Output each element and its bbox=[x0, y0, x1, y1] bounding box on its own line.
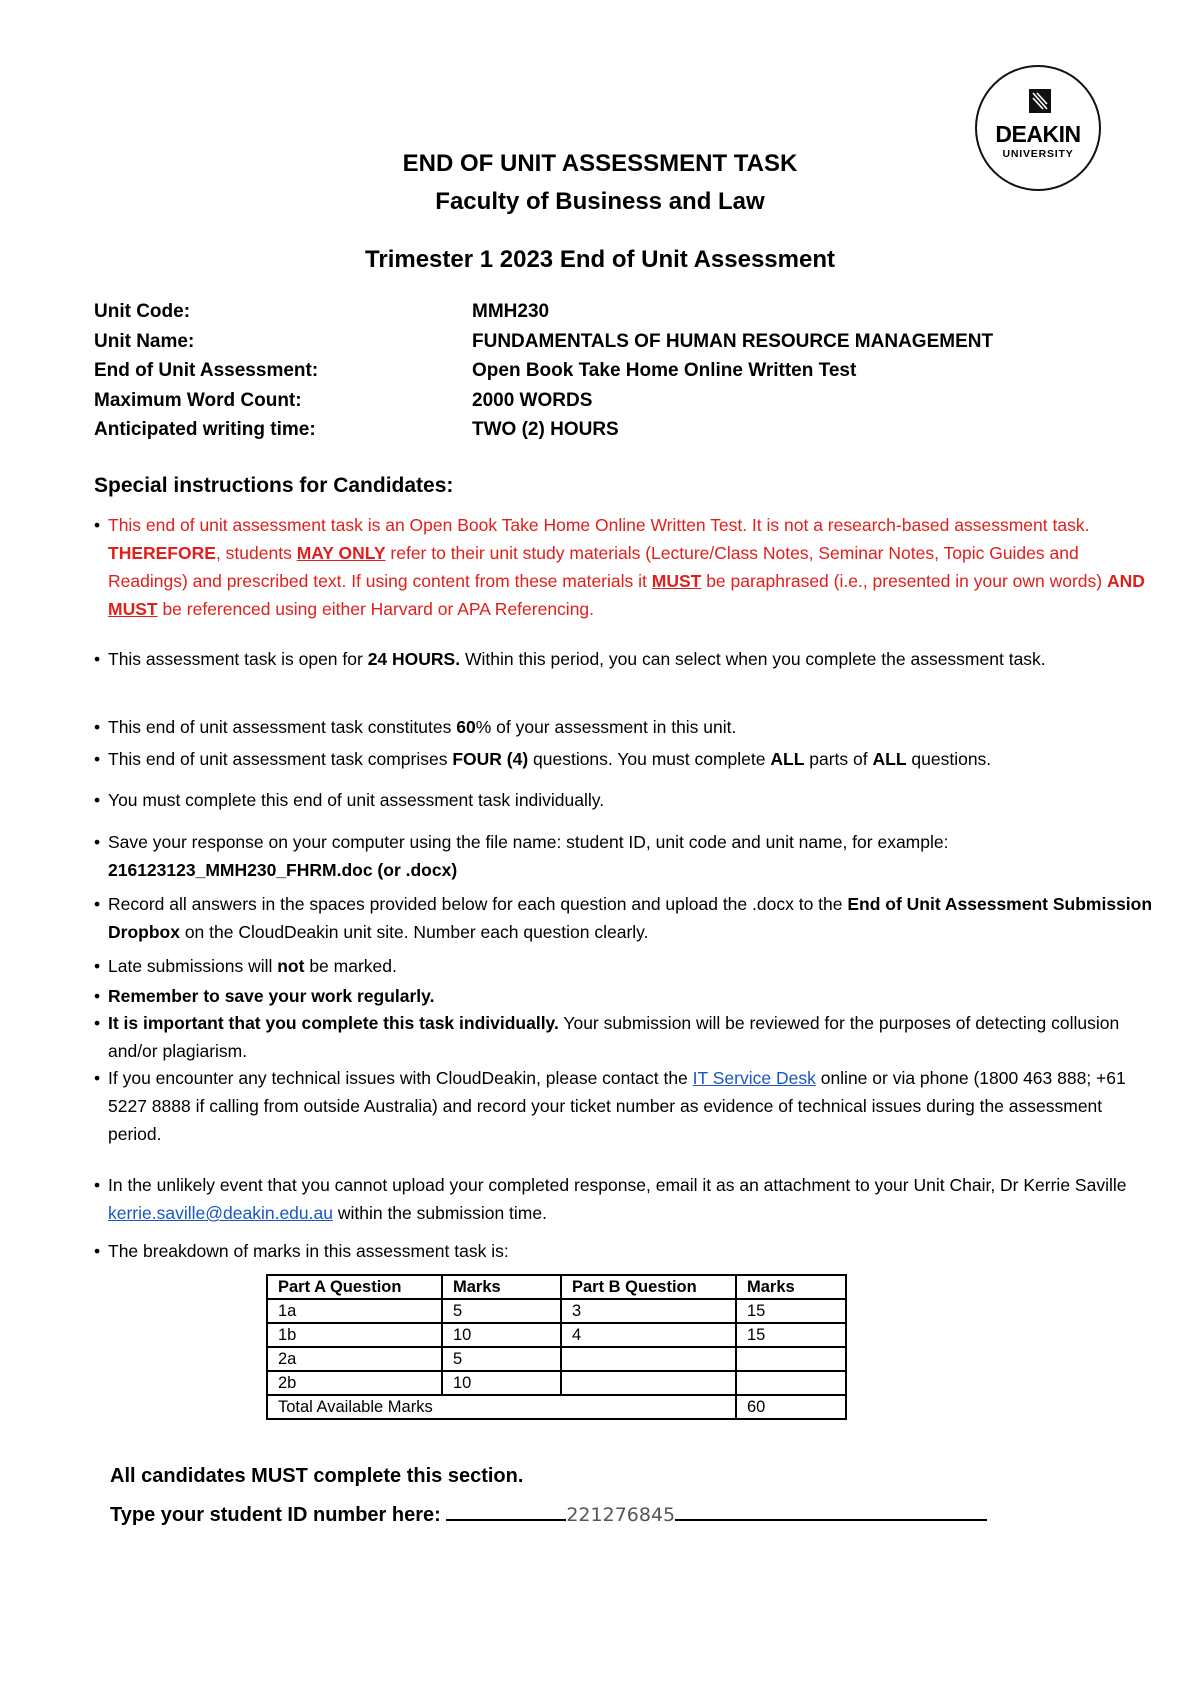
bullet-icon: • bbox=[94, 1175, 101, 1195]
instruction-item: • This end of unit assessment task is an Open Book Take Home Online Written Test. It is not a research-based assessment task. THEREFORE, students MAY ONLY refer to their unit study materials (Lecture/Class Notes, Seminar Notes, Topic Guides and Readings) and prescribed text. If using content from these materials it MUST be paraphrased (i.e., presented in your own words) AND MUST be referenced using either Harvard or APA Referencing. bbox=[94, 511, 1154, 623]
table-cell: 5 bbox=[442, 1299, 561, 1323]
table-cell: 1b bbox=[267, 1323, 442, 1347]
table-cell: 1a bbox=[267, 1299, 442, 1323]
info-label: Anticipated writing time: bbox=[94, 419, 316, 440]
table-cell: 3 bbox=[561, 1299, 736, 1323]
table-row bbox=[267, 1323, 846, 1347]
bullet-icon: • bbox=[94, 832, 101, 852]
table-cell bbox=[561, 1371, 736, 1395]
unit-chair-email-link[interactable]: kerrie.saville@deakin.edu.au bbox=[108, 1203, 333, 1223]
info-value: FUNDAMENTALS OF HUMAN RESOURCE MANAGEMENT bbox=[472, 330, 994, 352]
instruction-item: • This assessment task is open for 24 HOURS. Within this period, you can select when you complete the assessment task. bbox=[94, 645, 1154, 673]
instruction-item: • Remember to save your work regularly. bbox=[94, 982, 1154, 1010]
instruction-item: • Record all answers in the spaces provided below for each question and upload the .docx to the End of Unit Assessment Submission Dropbox on the CloudDeakin unit site. Number each question clearly. bbox=[94, 890, 1154, 946]
bullet-icon: • bbox=[94, 1068, 101, 1088]
deakin-emblem-icon bbox=[1029, 89, 1051, 113]
blank-line bbox=[675, 1501, 987, 1521]
table-cell: 10 bbox=[442, 1323, 561, 1347]
bullet-icon: • bbox=[94, 515, 101, 535]
special-instructions-heading: Special instructions for Candidates: bbox=[94, 474, 454, 497]
faculty-title: Faculty of Business and Law bbox=[435, 188, 765, 215]
info-value: Open Book Take Home Online Written Test bbox=[472, 360, 857, 381]
all-candidates-note: All candidates MUST complete this section. bbox=[110, 1465, 524, 1487]
table-cell bbox=[561, 1347, 736, 1371]
instruction-item: • This end of unit assessment task comprises FOUR (4) questions. You must complete ALL parts of ALL questions. bbox=[94, 745, 1154, 773]
table-cell: 5 bbox=[442, 1347, 561, 1371]
trimester-title: Trimester 1 2023 End of Unit Assessment bbox=[365, 246, 835, 273]
column-header: Part A Question bbox=[267, 1275, 442, 1299]
instruction-item: • You must complete this end of unit assessment task individually. bbox=[94, 786, 1154, 814]
table-cell: 4 bbox=[561, 1323, 736, 1347]
bullet-icon: • bbox=[94, 649, 101, 669]
table-row bbox=[267, 1299, 846, 1323]
instruction-item: • Late submissions will not be marked. bbox=[94, 952, 1154, 980]
info-label: Unit Name: bbox=[94, 330, 195, 352]
bullet-icon: • bbox=[94, 790, 101, 810]
student-id-label: Type your student ID number here: bbox=[110, 1504, 447, 1526]
table-cell bbox=[736, 1347, 846, 1371]
instruction-item: • If you encounter any technical issues with CloudDeakin, please contact the IT Service Desk online or via phone (1800 463 888; +61 5227 8888 if calling from outside Australia) and record your ticket number as evidence of technical issues during the assessment period. bbox=[94, 1064, 1154, 1148]
info-label: End of Unit Assessment: bbox=[94, 360, 319, 381]
table-total-row bbox=[267, 1395, 846, 1419]
column-header: Part B Question bbox=[561, 1275, 736, 1299]
bullet-icon: • bbox=[94, 894, 101, 914]
column-header: Marks bbox=[736, 1275, 846, 1299]
blank-line bbox=[446, 1501, 566, 1521]
table-cell: 2a bbox=[267, 1347, 442, 1371]
table-cell: 10 bbox=[442, 1371, 561, 1395]
student-id-input[interactable]: 221276845 bbox=[566, 1504, 676, 1526]
document-title: END OF UNIT ASSESSMENT TASK bbox=[402, 150, 798, 177]
instruction-item: • It is important that you complete this task individually. Your submission will be reviewed for the purposes of detecting collusion and/or plagiarism. bbox=[94, 1009, 1154, 1065]
info-label: Maximum Word Count: bbox=[94, 389, 302, 411]
bullet-icon: • bbox=[94, 1241, 101, 1261]
table-cell: 15 bbox=[736, 1323, 846, 1347]
bullet-icon: • bbox=[94, 986, 101, 1006]
table-cell: 15 bbox=[736, 1299, 846, 1323]
column-header: Marks bbox=[442, 1275, 561, 1299]
bullet-icon: • bbox=[94, 1013, 101, 1033]
table-cell bbox=[736, 1371, 846, 1395]
marks-breakdown-table bbox=[266, 1274, 847, 1420]
bullet-icon: • bbox=[94, 956, 101, 976]
info-label: Unit Code: bbox=[94, 301, 191, 322]
student-id-line bbox=[110, 1501, 987, 1527]
total-label: Total Available Marks bbox=[267, 1395, 736, 1419]
table-row bbox=[267, 1371, 846, 1395]
instruction-item: • In the unlikely event that you cannot upload your completed response, email it as an attachment to your Unit Chair, Dr Kerrie Saville kerrie.saville@deakin.edu.au within the submission time. bbox=[94, 1171, 1154, 1227]
table-row bbox=[267, 1347, 846, 1371]
info-value: MMH230 bbox=[472, 301, 550, 322]
table-header-row bbox=[267, 1275, 846, 1299]
logo-name: DEAKIN bbox=[995, 121, 1081, 147]
bullet-icon: • bbox=[94, 749, 101, 769]
table-cell: 2b bbox=[267, 1371, 442, 1395]
instruction-item: • Save your response on your computer using the file name: student ID, unit code and unit name, for example: 216123123_MMH230_FHRM.doc (or .docx) bbox=[94, 828, 1154, 884]
instruction-item: • This end of unit assessment task constitutes 60% of your assessment in this unit. bbox=[94, 713, 1154, 741]
bullet-icon: • bbox=[94, 717, 101, 737]
it-service-desk-link[interactable]: IT Service Desk bbox=[692, 1068, 816, 1088]
total-value: 60 bbox=[736, 1395, 846, 1419]
logo-subtitle: UNIVERSITY bbox=[1002, 148, 1074, 160]
info-value: TWO (2) HOURS bbox=[472, 419, 619, 440]
instruction-item: • The breakdown of marks in this assessment task is: bbox=[94, 1237, 1154, 1265]
info-value: 2000 WORDS bbox=[472, 389, 593, 411]
